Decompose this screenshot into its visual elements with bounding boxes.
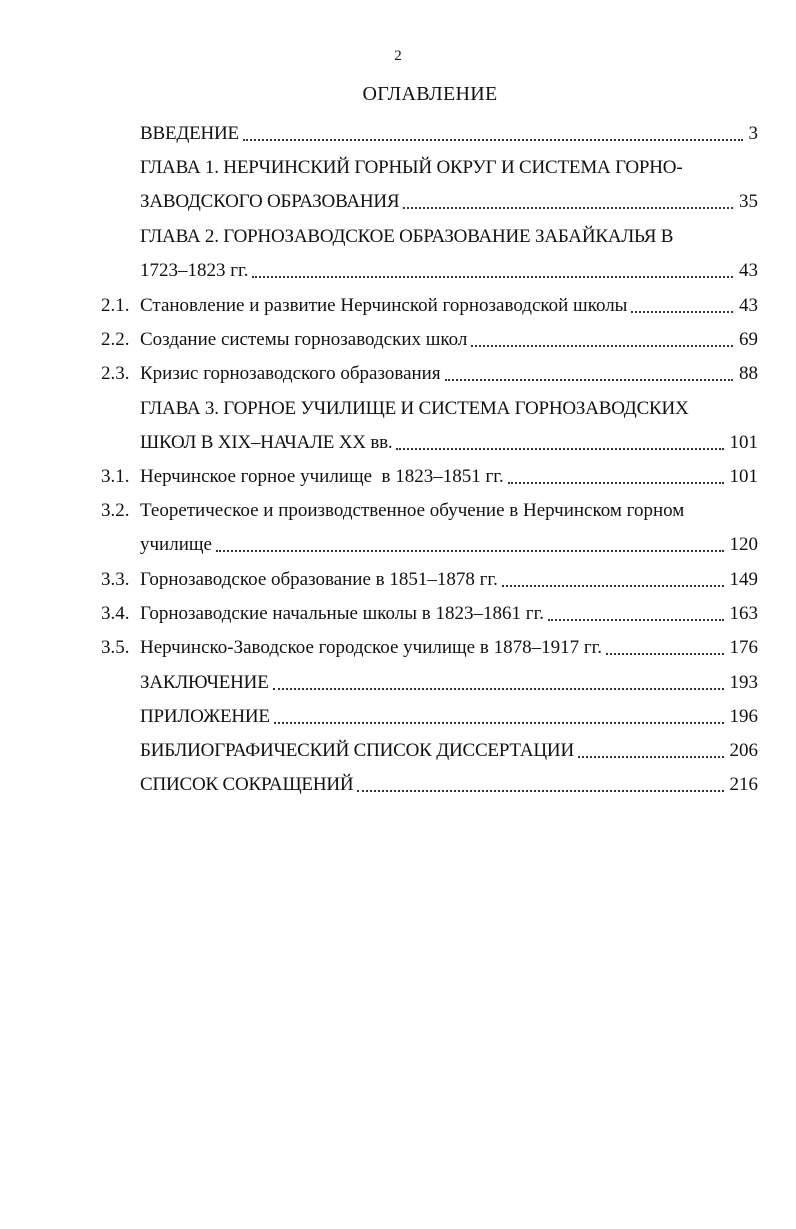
toc-entry-appendix[interactable]	[140, 695, 758, 729]
toc-entry-text: Создание системы горнозаводских школ	[140, 329, 468, 350]
dot-leader	[631, 310, 733, 313]
dot-leader	[548, 618, 724, 621]
toc-title: ОГЛАВЛЕНИЕ	[362, 83, 498, 105]
toc-entry-3-4[interactable]	[101, 592, 758, 626]
toc-entry-introduction[interactable]	[140, 112, 758, 146]
toc-entry-number: 3.3.	[101, 569, 130, 590]
toc-entry-page: 193	[729, 672, 758, 693]
dot-leader	[273, 687, 724, 690]
toc-entry-page: 101	[729, 466, 758, 487]
toc-entry-page: 149	[729, 569, 758, 590]
toc-entry-text: ГЛАВА 3. ГОРНОЕ УЧИЛИЩЕ И СИСТЕМА ГОРНОЗАВОДСКИХ	[140, 398, 689, 419]
dot-leader	[578, 755, 724, 758]
toc-entry-text: ПРИЛОЖЕНИЕ	[140, 706, 270, 727]
dot-leader	[252, 275, 733, 278]
toc-entry-text: Горнозаводское образование в 1851–1878 гг.	[140, 569, 498, 590]
toc-entry-number: 3.5.	[101, 637, 130, 658]
toc-entry-number: 2.3.	[101, 363, 130, 384]
toc-entry-text: Горнозаводские начальные школы в 1823–1861 гг.	[140, 603, 544, 624]
toc-entry-bibliography[interactable]	[140, 729, 758, 763]
toc-entry-page: 196	[729, 706, 758, 727]
toc-entry-text: ЗАВОДСКОГО ОБРАЗОВАНИЯ	[140, 191, 400, 212]
toc-entry-chapter-2-cont[interactable]	[140, 249, 758, 283]
toc-entry-text: ГЛАВА 2. ГОРНОЗАВОДСКОЕ ОБРАЗОВАНИЕ ЗАБАЙКАЛЬЯ В	[140, 226, 674, 247]
toc-entry-page: 43	[739, 295, 758, 316]
toc-entry-number: 3.1.	[101, 466, 130, 487]
toc-entry-page: 216	[729, 774, 758, 795]
dot-leader	[403, 206, 733, 209]
toc-entry-text: училище	[140, 534, 212, 555]
dot-leader	[471, 344, 733, 347]
toc-entry-page: 69	[739, 329, 758, 350]
toc-entry-chapter-3-cont[interactable]	[140, 421, 758, 455]
dot-leader	[502, 584, 724, 587]
toc-entry-page: 206	[729, 740, 758, 761]
toc-entry-2-2[interactable]	[101, 318, 758, 352]
toc-entry-page: 176	[729, 637, 758, 658]
toc-entry-3-1[interactable]	[101, 455, 758, 489]
toc-entry-number: 2.2.	[101, 329, 130, 350]
toc-entry-page: 163	[729, 603, 758, 624]
toc-entry-3-3[interactable]	[101, 558, 758, 592]
dot-leader	[357, 789, 723, 792]
toc-entry-abbreviations[interactable]	[140, 763, 758, 797]
toc-entry-text: ГЛАВА 1. НЕРЧИНСКИЙ ГОРНЫЙ ОКРУГ И СИСТЕМА ГОРНО-	[140, 157, 683, 178]
toc-entry-text: ШКОЛ В XIX–НАЧАЛЕ XX вв.	[140, 432, 393, 453]
toc-entry-3-5[interactable]	[101, 626, 758, 660]
toc-entry-2-3[interactable]	[101, 352, 758, 386]
toc-entry-page: 3	[748, 123, 758, 144]
toc-entry-text: Нерчинско-Заводское городское училище в 1878–1917 гг.	[140, 637, 603, 658]
dot-leader	[216, 549, 724, 552]
toc-entry-text: Теоретическое и производственное обучение в Нерчинском горном	[140, 500, 685, 521]
toc-entry-chapter-3[interactable]	[140, 387, 758, 421]
dot-leader	[508, 481, 724, 484]
toc-entry-page: 43	[739, 260, 758, 281]
toc-entry-page: 120	[729, 534, 758, 555]
page-number: 2	[394, 48, 402, 64]
toc-entry-number: 3.4.	[101, 603, 130, 624]
toc-entry-page: 35	[739, 191, 758, 212]
dot-leader	[396, 447, 723, 450]
toc-entry-3-2[interactable]	[101, 489, 758, 523]
toc-entry-3-2-cont[interactable]	[140, 523, 758, 557]
toc-entry-text: Становление и развитие Нерчинской горнозаводской школы	[140, 295, 628, 316]
toc-entry-page: 88	[739, 363, 758, 384]
toc-entry-chapter-1[interactable]	[140, 146, 758, 180]
toc-entry-text: ВВЕДЕНИЕ	[140, 123, 239, 144]
dot-leader	[274, 721, 724, 724]
dot-leader	[445, 378, 733, 381]
toc-entry-text: СПИСОК СОКРАЩЕНИЙ	[140, 774, 354, 795]
toc-entry-text: БИБЛИОГРАФИЧЕСКИЙ СПИСОК ДИССЕРТАЦИИ	[140, 740, 574, 761]
dot-leader	[606, 652, 723, 655]
toc-entry-chapter-2[interactable]	[140, 215, 758, 249]
toc-entry-conclusion[interactable]	[140, 661, 758, 695]
toc-entry-text: Нерчинское горное училище в 1823–1851 гг.	[140, 466, 504, 487]
dot-leader	[243, 138, 743, 141]
toc-entry-text: Кризис горнозаводского образования	[140, 363, 441, 384]
toc-entry-text: 1723–1823 гг.	[140, 260, 249, 281]
toc-entry-number: 2.1.	[101, 295, 130, 316]
toc-entry-chapter-1-cont[interactable]	[140, 180, 758, 214]
toc-entry-number: 3.2.	[101, 500, 130, 521]
toc-entry-page: 101	[729, 432, 758, 453]
toc-entry-2-1[interactable]	[101, 284, 758, 318]
toc-entry-text: ЗАКЛЮЧЕНИЕ	[140, 672, 269, 693]
